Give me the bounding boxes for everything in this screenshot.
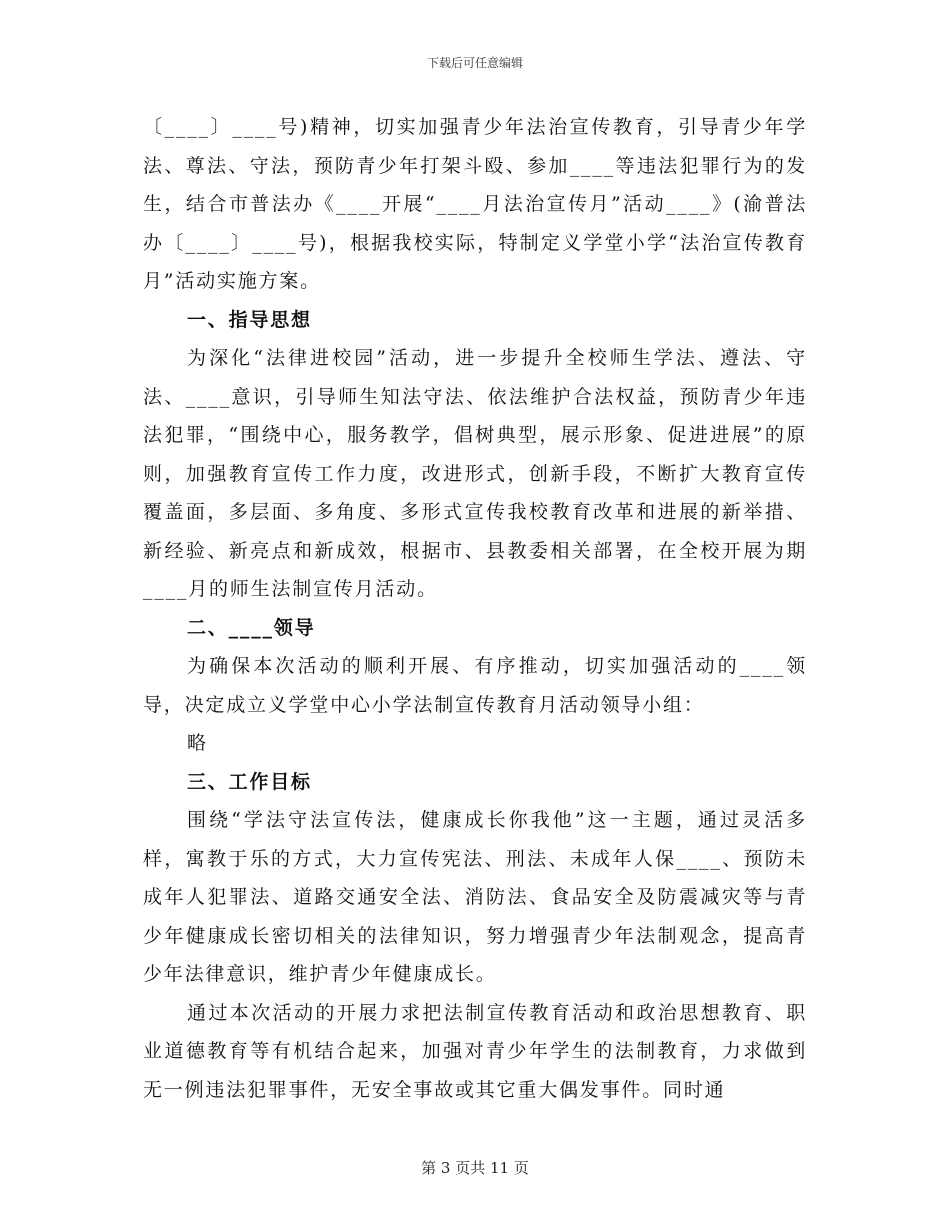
leadership-paragraph: 为确保本次活动的顺利开展、有序推动，切实加强活动的____领导，决定成立义学堂中心小学法制宣传教育月活动领导小组：	[143, 655, 807, 716]
work-goals-paragraph-2: 通过本次活动的开展力求把法制宣传教育活动和政治思想教育、职业道德教育等有机结合起来，加强对青少年学生的法制教育，力求做到无一例违法犯罪事件，无安全事故或其它重大偶发事件。同时通	[143, 1001, 807, 1101]
document-body	[143, 108, 807, 1109]
section-heading-guiding-ideology: 一、指导思想	[187, 308, 312, 331]
guiding-ideology-paragraph: 为深化“法律进校园”活动，进一步提升全校师生学法、遵法、守法、____意识，引导师生知法守法、依法维护合法权益，预防青少年违法犯罪，“围绕中心，服务教学，倡树典型，展示形象、促进进展”的原则，加强教育宣传工作力度，改进形式，创新手段，不断扩大教育宣传覆盖面，多层面、多角度、多形式宣传我校教育改革和进展的新举措、新经验、新亮点和新成效，根据市、县教委相关部署，在全校开展为期____月的师生法制宣传月活动。	[143, 347, 807, 600]
work-goals-paragraph-1: 围绕“学法守法宣传法，健康成长你我他”这一主题，通过灵活多样，寓教于乐的方式，大力宣传宪法、刑法、未成年人保____、预防未成年人犯罪法、道路交通安全法、消防法、食品安全及防震减灾等与青少年健康成长密切相关的法律知识，努力增强青少年法制观念，提高青少年法律意识，维护青少年健康成长。	[143, 809, 807, 985]
leadership-note: 略	[187, 732, 208, 754]
intro-paragraph: 〔____〕____号)精神，切实加强青少年法治宣传教育，引导青少年学法、尊法、守法，预防青少年打架斗殴、参加____等违法犯罪行为的发生，结合市普法办《____开展“____月法治宣传月”活动____》(渝普法办〔____〕____号)，根据我校实际，特制定义学堂小学“法治宣传教育月”活动实施方案。	[143, 116, 807, 292]
section-heading-leadership: 二、____领导	[187, 616, 316, 639]
page-header: 下载后可任意编辑	[426, 56, 523, 70]
section-heading-work-goals: 三、工作目标	[187, 770, 312, 793]
page-number: 第 3 页共 11 页	[421, 1159, 529, 1177]
